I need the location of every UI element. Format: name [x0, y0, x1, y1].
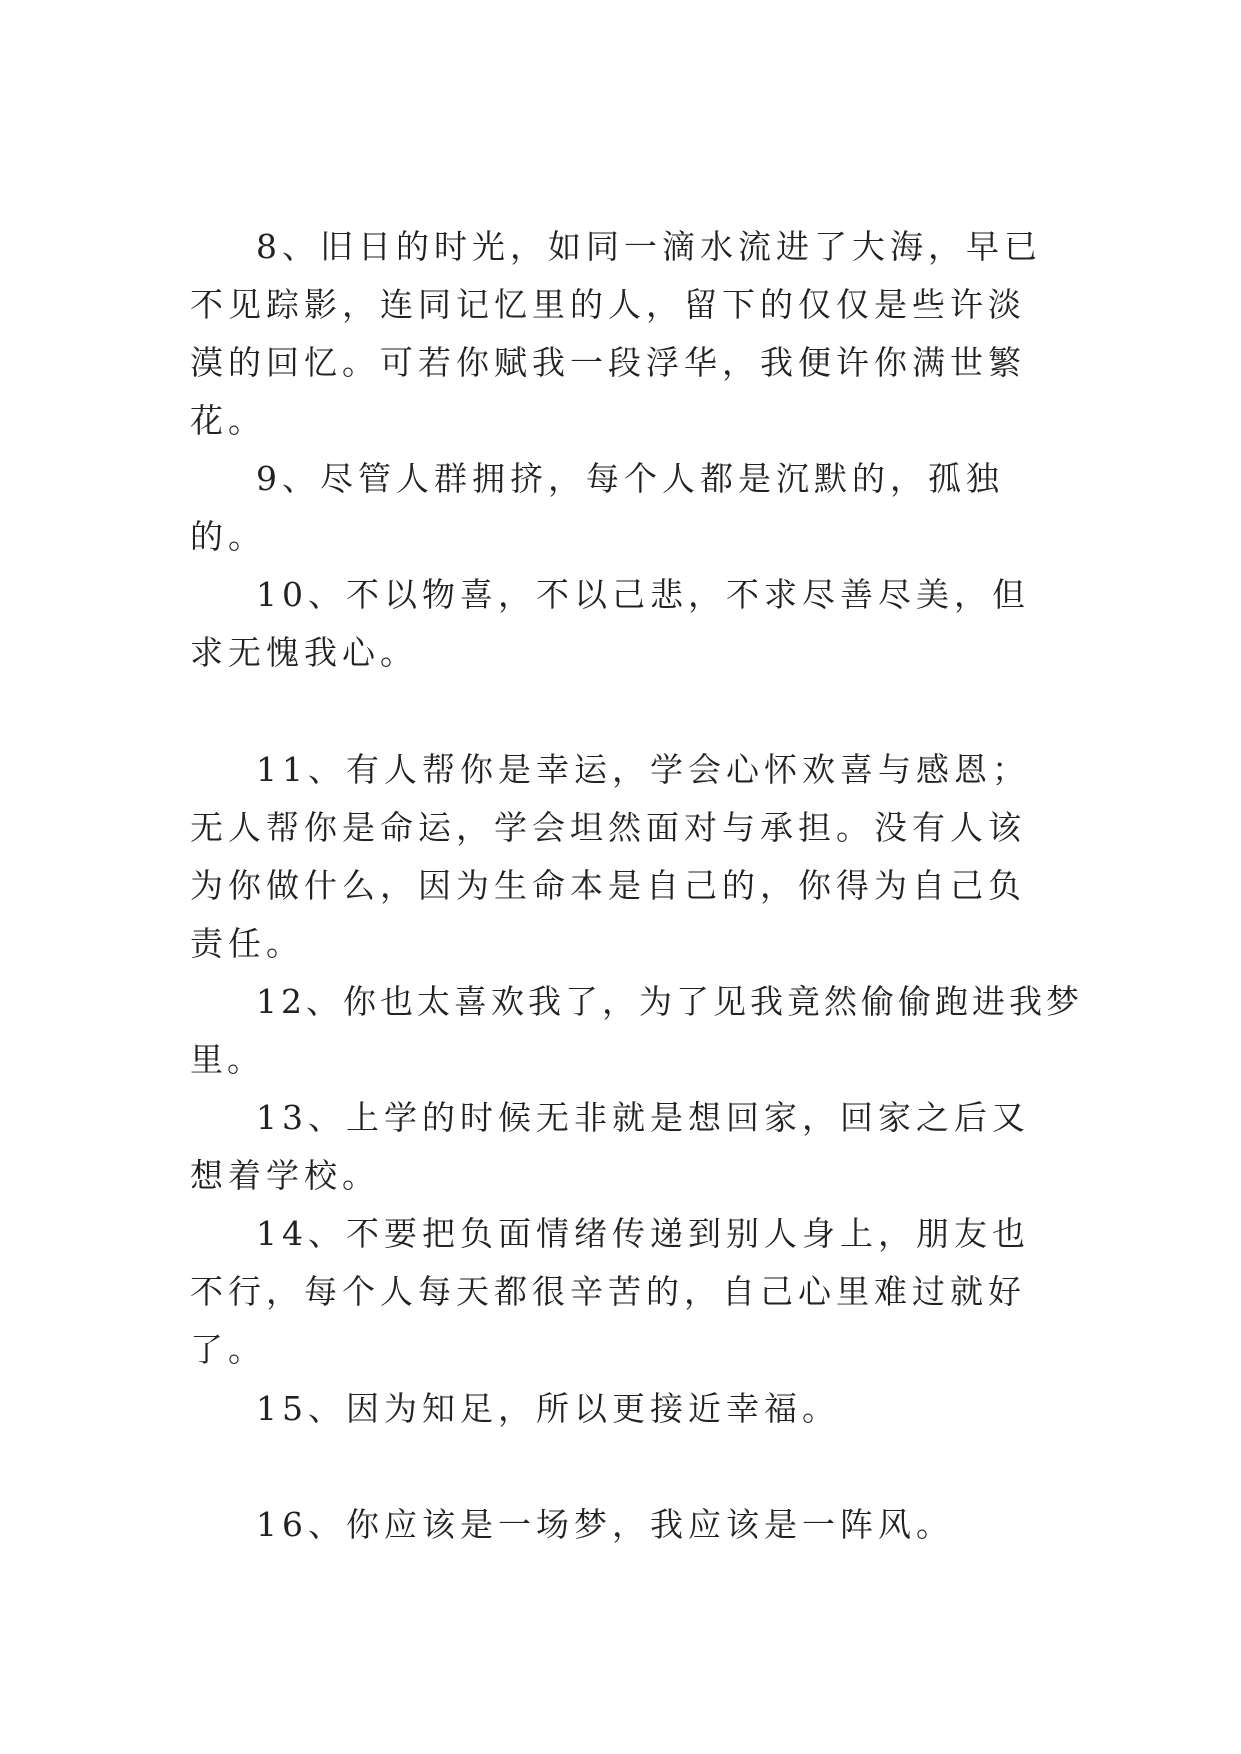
quote-paragraph-9: 9、尽管人群拥挤，每个人都是沉默的，孤独的。: [190, 459, 1004, 556]
quote-paragraph-10: 10、不以物喜，不以己悲，不求尽善尽美，但求无愧我心。: [190, 575, 1030, 672]
quote-paragraph-15: 15、因为知足，所以更接近幸福。: [256, 1389, 840, 1428]
quote-paragraph-8: 8、旧日的时光，如同一滴水流进了大海，早已不见踪影，连同记忆里的人，留下的仅仅是些许淡漠的回忆。可若你赋我一段浮华，我便许你满世繁花。: [190, 227, 1042, 440]
quote-paragraph-13: 13、上学的时候无非就是想回家，回家之后又想着学校。: [190, 1098, 1030, 1195]
quote-paragraph-14: 14、不要把负面情绪传递到别人身上，朋友也不行，每个人每天都很辛苦的，自己心里难过就好了。: [190, 1214, 1030, 1369]
quote-paragraph-11: 11、有人帮你是幸运，学会心怀欢喜与感恩；无人帮你是命运，学会坦然面对与承担。没有人该为你做什么，因为生命本是自己的，你得为自己负责任。: [190, 750, 1030, 963]
quote-paragraph-16: 16、你应该是一场梦，我应该是一阵风。: [256, 1505, 954, 1544]
quote-paragraph-12: 12、你也太喜欢我了，为了见我竟然偷偷跑进我梦里。: [190, 982, 1083, 1079]
